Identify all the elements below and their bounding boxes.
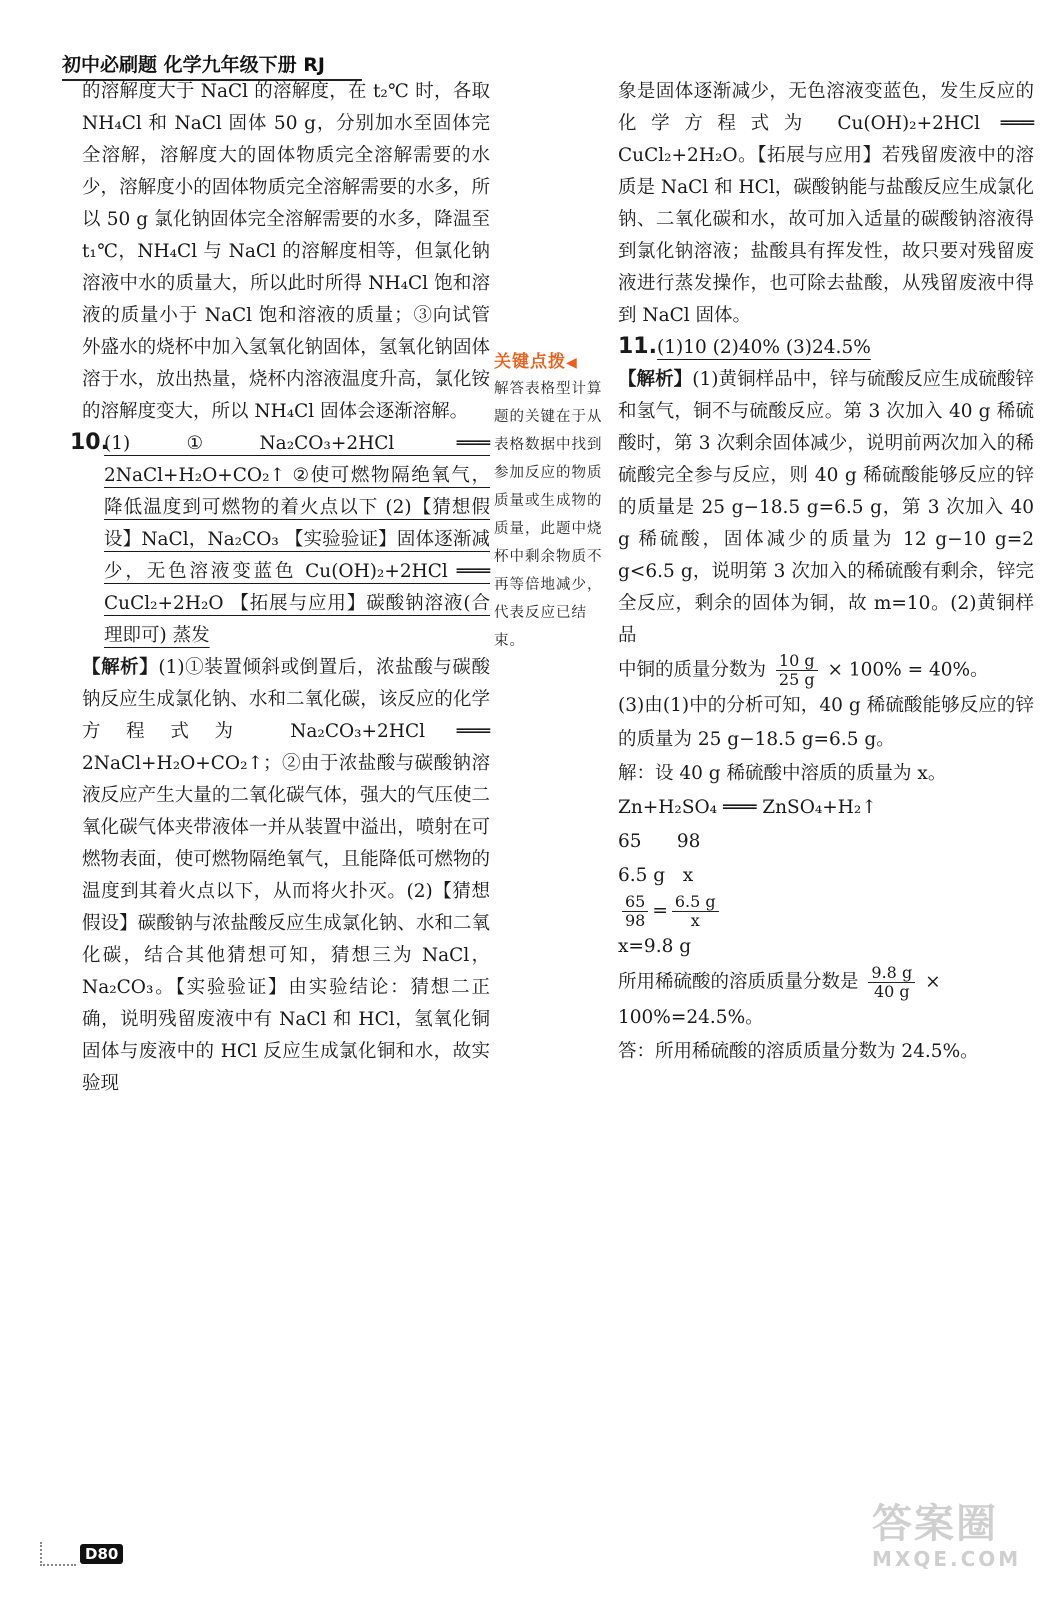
reaction-equation: Zn+H₂SO₄ ═══ ZnSO₄+H₂↑ (618, 797, 877, 818)
q10-block (70, 428, 490, 652)
molar-ratio: 65 98 (618, 831, 701, 852)
solution-setup: 解：设 40 g 稀硫酸中溶质的质量为 x。 (618, 763, 947, 784)
q11-block (618, 332, 1034, 364)
mass-fraction-line: 所用稀硫酸的溶质质量分数是 $\frac{9.8 g}{40 g}$ × (618, 963, 941, 1001)
page-number: D80 (80, 1544, 123, 1564)
q11-answer: (1)10 (2)40% (3)24.5% (656, 337, 871, 358)
part3-line: (3)由(1)中的分析可知，40 g 稀硫酸能够反应的锌的质量为 25 g−18.5 g=6.5 g。 (618, 695, 1034, 750)
x-result: x=9.8 g (618, 936, 692, 957)
final-answer: 答：所用稀硫酸的溶质质量分数为 24.5%。 (618, 1041, 979, 1062)
mass-row: 6.5 g x (618, 865, 694, 886)
arrow-left-icon: ◀ (566, 355, 578, 371)
proportion: $\frac{65}{98}$ = $\frac{6.5 g}{x}$ (618, 893, 1034, 930)
copper-fraction-line: 中铜的质量分数为 $\frac{10 g}{25 g}$ × 100% = 40%。 (618, 651, 989, 689)
left-column (70, 76, 490, 1100)
page-footer (40, 1542, 123, 1566)
watermark-logo: 答案圈 MXQE.COM (872, 1501, 1022, 1571)
q11-number: 11. (618, 334, 657, 359)
percentage-result: 100%=24.5%。 (618, 1007, 764, 1028)
q10-analysis-text: (1)①装置倾斜或倒置后，浓盐酸与碳酸钠反应生成氯化钠、水和二氧化碳，该反应的化学方程式为 Na₂CO₃+2HCl ═══ 2NaCl+H₂O+CO₂↑；②由于浓盐酸与碳酸钠溶液反应产生大量的二氧化碳气体，强大的气压使二氧化碳气体夹带液体一并从装置中溢出，喷射在可燃物表面，使可燃物隔绝氧气，且能降低可燃物的温度到其着火点以下，从而将火扑灭。(2)【猜想假设】碳酸钠与浓盐酸反应生成氯化钠、水和二氧化碳，结合其他猜想可知，猜想三为 NaCl，Na₂CO₃。【实验验证】由实验结论：猜想二正确，说明残留废液中有 NaCl 和 HCl，氢氧化铜固体与废液中的 HCl 反应生成氯化铜和水，故实验现 (82, 657, 490, 1094)
copper-fraction: $\frac{10 g}{25 g}$ (776, 652, 818, 689)
q11-analysis-tag: 【解析】 (618, 369, 693, 390)
key-tip-text: 解答表格型计算题的关键在于从表格数据中找到参加反应的物质质量或生成物的质量，此题中烧杯中剩余物质不再等倍地减少，代表反应已结束。 (494, 381, 603, 649)
q10-analysis (70, 652, 490, 1100)
corner-decoration (40, 1542, 76, 1566)
right-column (618, 76, 1034, 1069)
proportion-right: $\frac{6.5 g}{x}$ (672, 893, 719, 930)
key-tip-title: 关键点拨◀ (494, 352, 578, 372)
q11-analysis (618, 364, 1034, 652)
q9-continuation: 的溶解度大于 NaCl 的溶解度，在 t₂℃ 时，各取 NH₄Cl 和 NaCl 固体 50 g，分别加水至固体完全溶解，溶解度大的固体物质完全溶解需要的水少，溶解度小的固体物质完全溶解需要的水多，所以 50 g 氯化钠固体完全溶解需要的水多，降温至 t₁℃，NH₄Cl 与 NaCl 的溶解度相等，但氯化钠溶液中水的质量大，所以此时所得 NH₄Cl 饱和溶液的质量小于 NaCl 饱和溶液的质量；③向试管外盛水的烧杯中加入氢氧化钠固体，氢氧化钠固体溶于水，放出热量，烧杯内溶液温度升高，氯化铵的溶解度变大，所以 NH₄Cl 固体会逐渐溶解。 (82, 81, 490, 422)
key-tip-sidebar (494, 350, 606, 655)
q10-continuation: 象是固体逐渐减少，无色溶液变蓝色，发生反应的化学方程式为 Cu(OH)₂+2HCl ═══ CuCl₂+2H₂O。【拓展与应用】若残留废液中的溶质是 NaCl 和 HCl，碳酸钠能与盐酸反应生成氯化钠、二氧化碳和水，故可加入适量的碳酸钠溶液得到氯化钠溶液；盐酸具有挥发性，故只要对残留废液进行蒸发操作，也可除去盐酸，从残留废液中得到 NaCl 固体。 (618, 81, 1034, 326)
q11-calculation (618, 652, 1034, 1069)
page-header: 初中必刷题 化学九年级下册 RJ (62, 50, 362, 81)
mass-fraction: $\frac{9.8 g}{40 g}$ (868, 964, 915, 1001)
q10-analysis-tag: 【解析】 (82, 657, 159, 678)
q11-analysis-text: (1)黄铜样品中，锌与硫酸反应生成硫酸锌和氢气，铜不与硫酸反应。第 3 次加入 40 g 稀硫酸时，第 3 次剩余固体减少，说明前两次加入的稀硫酸完全参与反应，则 40 g 稀硫酸能够反应的锌的质量是 25 g−18.5 g=6.5 g，第 3 次加入 40 g 稀硫酸，固体减少的质量为 12 g−10 g=2 g<6.5 g，说明第 3 次加入的稀硫酸有剩余，锌完全反应，剩余的固体为铜，故 m=10。(2)黄铜样品 (618, 369, 1034, 646)
proportion-left: $\frac{65}{98}$ (622, 893, 648, 930)
q10-answer: (1)①Na₂CO₃+2HCl ═══ 2NaCl+H₂O+CO₂↑ ②使可燃物隔绝氧气，降低温度到可燃物的着火点以下 (2)【猜想假设】NaCl，Na₂CO₃ 【实验验证】固体逐渐减少，无色溶液变蓝色 Cu(OH)₂+2HCl ═══ CuCl₂+2H₂O 【拓展与应用】碳酸钠溶液(合理即可) 蒸发 (104, 433, 490, 646)
q10-number: 10. (70, 430, 109, 455)
